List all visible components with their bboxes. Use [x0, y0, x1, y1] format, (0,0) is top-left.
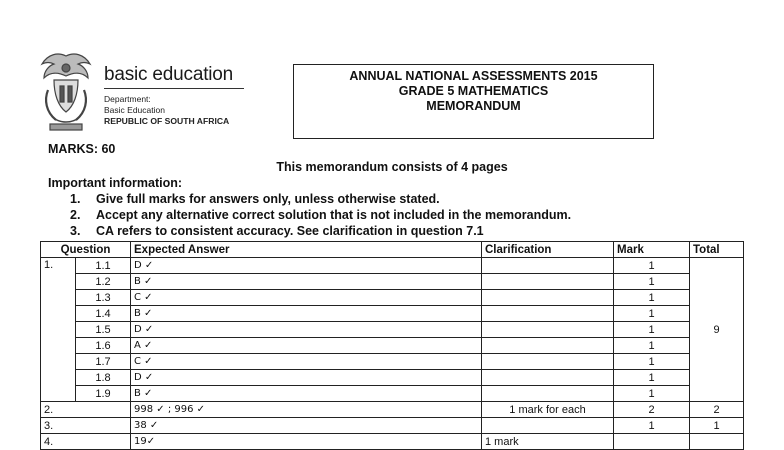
sub-question: 1.8 — [76, 370, 131, 386]
mark: 1 — [614, 290, 690, 306]
info-item-text: Accept any alternative correct solution that is not included in the memorandum. — [96, 208, 572, 222]
mark: 2 — [614, 402, 690, 418]
document-title-box — [293, 64, 654, 139]
department-label: Department: — [104, 94, 151, 104]
table-row — [41, 386, 744, 402]
question-number: 1. — [41, 258, 76, 402]
mark: 1 — [614, 306, 690, 322]
sub-question: 1.6 — [76, 338, 131, 354]
info-heading: Important information: — [48, 176, 183, 190]
mark: 1 — [614, 418, 690, 434]
table-row — [41, 306, 744, 322]
mark: 1 — [614, 370, 690, 386]
mark: 1 — [614, 258, 690, 274]
question-total — [690, 434, 744, 450]
clarification: 1 mark — [482, 434, 614, 450]
info-item-number: 3. — [70, 224, 81, 238]
brand-title: basic education — [104, 64, 234, 85]
expected-answer: D ✓ — [131, 322, 482, 338]
question-total: 1 — [690, 418, 744, 434]
expected-answer: D ✓ — [131, 258, 482, 274]
title-line-grade: GRADE 5 MATHEMATICS — [398, 84, 549, 98]
table-header-row — [41, 242, 744, 258]
table-row — [41, 322, 744, 338]
table-row — [41, 290, 744, 306]
total-marks: MARKS: 60 — [48, 142, 116, 156]
sub-question: 1.7 — [76, 354, 131, 370]
mark: 1 — [614, 338, 690, 354]
header-mark: Mark — [614, 242, 690, 258]
table-row — [41, 274, 744, 290]
expected-answer: C ✓ — [131, 290, 482, 306]
table-row — [41, 354, 744, 370]
table-row — [41, 258, 744, 274]
table-row — [41, 402, 744, 418]
clarification: 1 mark for each — [482, 402, 614, 418]
clarification — [482, 306, 614, 322]
question-total: 9 — [690, 258, 744, 402]
clarification — [482, 290, 614, 306]
info-item — [70, 208, 571, 222]
table-row — [41, 434, 744, 450]
mark: 1 — [614, 322, 690, 338]
coat-of-arms-logo — [34, 50, 98, 134]
title-line-memorandum: MEMORANDUM — [426, 99, 521, 113]
memorandum-table — [40, 241, 744, 450]
info-item — [70, 192, 440, 206]
header-clarification: Clarification — [482, 242, 614, 258]
clarification — [482, 386, 614, 402]
sub-question: 1.1 — [76, 258, 131, 274]
country-name: REPUBLIC OF SOUTH AFRICA — [104, 116, 230, 126]
expected-answer: C ✓ — [131, 354, 482, 370]
expected-answer: B ✓ — [131, 306, 482, 322]
clarification — [482, 418, 614, 434]
expected-answer: 38 ✓ — [131, 418, 482, 434]
question-number: 2. — [41, 402, 131, 418]
clarification — [482, 370, 614, 386]
question-number: 3. — [41, 418, 131, 434]
brand-divider — [104, 88, 244, 89]
sub-question: 1.5 — [76, 322, 131, 338]
header-question: Question — [41, 242, 131, 258]
sub-question: 1.2 — [76, 274, 131, 290]
table-row — [41, 338, 744, 354]
clarification — [482, 354, 614, 370]
expected-answer: 998 ✓ ; 996 ✓ — [131, 402, 482, 418]
page-count-note: This memorandum consists of 4 pages — [276, 160, 508, 174]
sub-question: 1.4 — [76, 306, 131, 322]
table-row — [41, 418, 744, 434]
question-number: 4. — [41, 434, 131, 450]
title-line-assessment: ANNUAL NATIONAL ASSESSMENTS 2015 — [349, 69, 598, 83]
clarification — [482, 274, 614, 290]
mark: 1 — [614, 386, 690, 402]
mark: 1 — [614, 354, 690, 370]
header-total: Total — [690, 242, 744, 258]
question-total: 2 — [690, 402, 744, 418]
mark: 1 — [614, 274, 690, 290]
sub-question: 1.3 — [76, 290, 131, 306]
department-name: Basic Education — [104, 105, 165, 115]
header-expected-answer: Expected Answer — [131, 242, 482, 258]
expected-answer: D ✓ — [131, 370, 482, 386]
expected-answer: B ✓ — [131, 274, 482, 290]
clarification — [482, 258, 614, 274]
sub-question: 1.9 — [76, 386, 131, 402]
clarification — [482, 322, 614, 338]
info-item-number: 2. — [70, 208, 81, 222]
mark — [614, 434, 690, 450]
expected-answer: A ✓ — [131, 338, 482, 354]
clarification — [482, 338, 614, 354]
info-item — [70, 224, 484, 238]
table-row — [41, 370, 744, 386]
info-item-number: 1. — [70, 192, 81, 206]
expected-answer: 19✓ — [131, 434, 482, 450]
info-item-text: CA refers to consistent accuracy. See clarification in question 7.1 — [96, 224, 484, 238]
info-item-text: Give full marks for answers only, unless otherwise stated. — [96, 192, 440, 206]
expected-answer: B ✓ — [131, 386, 482, 402]
